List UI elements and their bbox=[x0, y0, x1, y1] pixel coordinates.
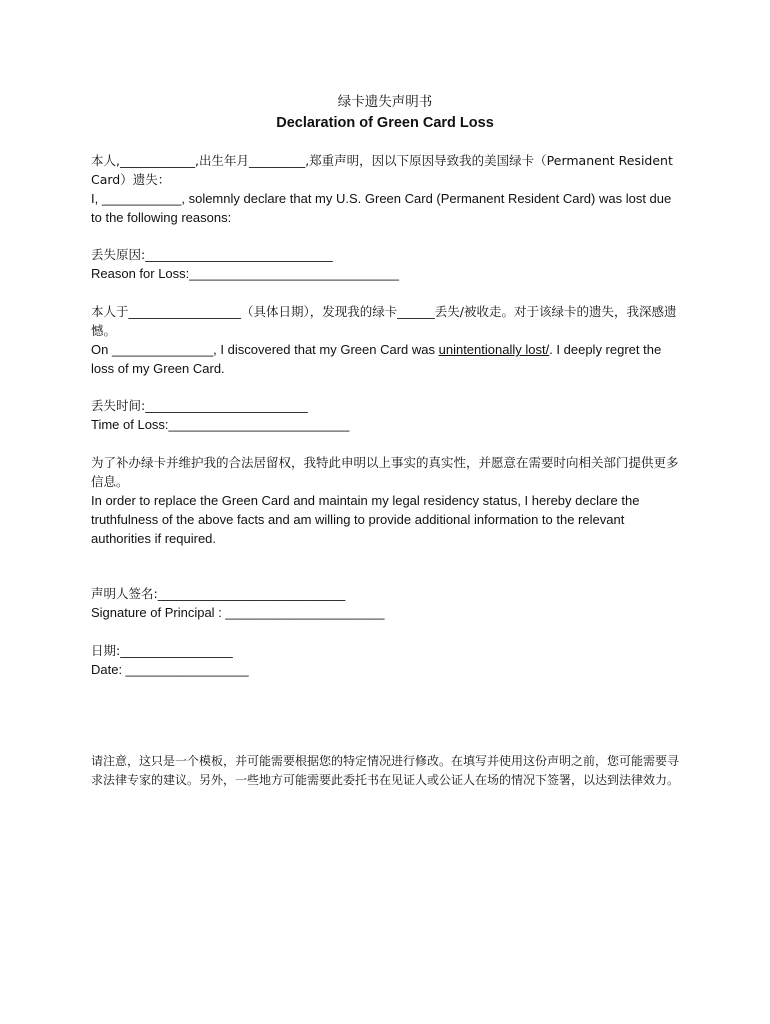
discovery-paragraph bbox=[91, 302, 681, 378]
signature-english: Signature of Principal : ______________________ bbox=[91, 605, 385, 620]
title-chinese: 绿卡遗失声明书 bbox=[337, 94, 433, 110]
reason-paragraph bbox=[91, 245, 681, 283]
discovery-english-prefix: On ______________, I discovered that my Green Card was bbox=[91, 342, 439, 357]
date-english: Date: _________________ bbox=[91, 662, 249, 677]
title-block bbox=[0, 92, 770, 134]
template-note: 请注意，这只是一个模板，并可能需要根据您的特定情况进行修改。在填写并使用这份声明之前，您可能需要寻求法律专家的建议。另外，一些地方可能需要此委托书在见证人或公证人在场的情况下签署，以达到法律效力。 bbox=[91, 754, 680, 787]
time-of-loss-paragraph bbox=[91, 396, 681, 434]
request-chinese: 为了补办绿卡并维护我的合法居留权，我特此申明以上事实的真实性，并愿意在需要时向相关部门提供更多信息。 bbox=[91, 455, 679, 489]
reason-chinese: 丢失原因:______________________________ bbox=[91, 247, 333, 262]
discovery-english-suffix: . I deeply regret the loss of my Green Card. bbox=[91, 342, 662, 376]
declaration-paragraph bbox=[91, 151, 681, 227]
declaration-english: I, ___________, solemnly declare that my U.S. Green Card (Permanent Resident Card) was lost due to the following reasons: bbox=[91, 191, 672, 225]
signature-chinese: 声明人签名:______________________________ bbox=[91, 586, 346, 601]
time-of-loss-english: Time of Loss:_________________________ bbox=[91, 417, 350, 432]
discovery-english-underlined: unintentionally lost/ bbox=[438, 342, 550, 357]
declaration-chinese: 本人,____________,出生年月_________,郑重声明，因以下原因导致我的美国绿卡（Permanent Resident Card）遗失： bbox=[91, 153, 673, 187]
discovery-chinese: 本人于__________________（具体日期），发现我的绿卡______丢失/被收走。对于该绿卡的遗失，我深感遗憾。 bbox=[91, 304, 677, 338]
title-english: Declaration of Green Card Loss bbox=[276, 115, 494, 131]
date-paragraph bbox=[91, 641, 681, 679]
date-chinese: 日期:__________________ bbox=[91, 643, 233, 658]
time-of-loss-chinese: 丢失时间:__________________________ bbox=[91, 398, 308, 413]
request-paragraph bbox=[91, 453, 681, 548]
request-english: In order to replace the Green Card and maintain my legal residency status, I hereby declare the truthfulness of the above facts and am willing to provide additional information to the relevant authorities if required. bbox=[91, 493, 640, 546]
reason-english: Reason for Loss:_____________________________ bbox=[91, 266, 399, 281]
signature-paragraph bbox=[91, 584, 681, 622]
discovery-english bbox=[91, 340, 681, 378]
